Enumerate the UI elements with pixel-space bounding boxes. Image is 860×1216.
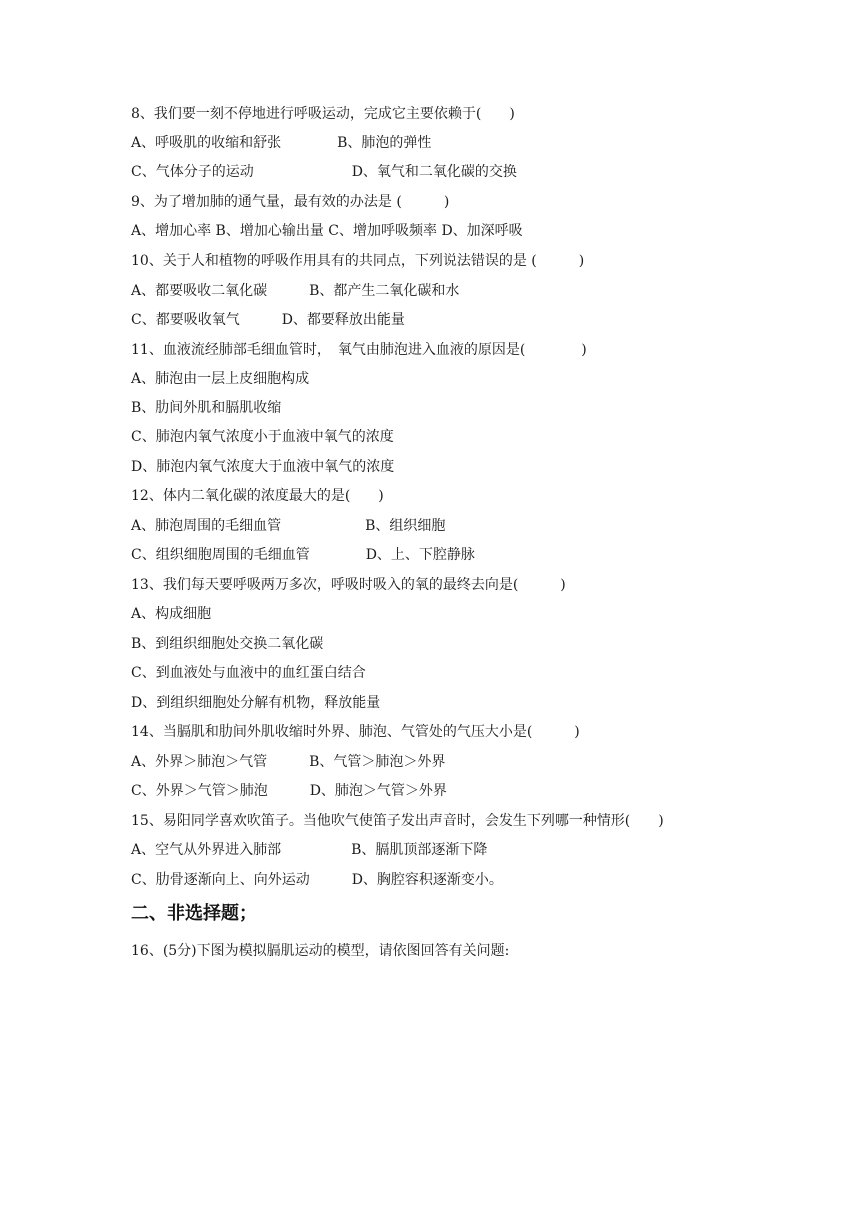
question-12: 12、体内二氧化碳的浓度最大的是( )	[131, 488, 384, 504]
question-8-options-cd: C、气体分子的运动 D、氧气和二氧化碳的交换	[131, 164, 517, 180]
question-15: 15、易阳同学喜欢吹笛子。当他吹气使笛子发出声音时，会发生下列哪一种情形( )	[131, 813, 664, 829]
question-10: 10、关于人和植物的呼吸作用具有的共同点，下列说法错误的是 ( )	[131, 253, 585, 269]
question-14-options-cd: C、外界＞气管＞肺泡 D、肺泡＞气管＞外界	[131, 783, 447, 799]
question-14-options-ab: A、外界＞肺泡＞气管 B、气管＞肺泡＞外界	[131, 754, 446, 770]
question-8-options-ab: A、呼吸肌的收缩和舒张 B、肺泡的弹性	[131, 135, 432, 151]
question-11: 11、血液流经肺部毛细血管时， 氧气由肺泡进入血液的原因是( )	[131, 342, 587, 358]
question-15-options-cd: C、肋骨逐渐向上、向外运动 D、胸腔容积逐渐变小。	[131, 872, 503, 888]
question-10-options-ab: A、都要吸收二氧化碳 B、都产生二氧化碳和水	[131, 283, 460, 299]
question-12-options-cd: C、组织细胞周围的毛细血管 D、上、下腔静脉	[131, 547, 475, 563]
question-15-options-ab: A、空气从外界进入肺部 B、膈肌顶部逐渐下降	[131, 842, 488, 858]
question-13-option-a: A、构成细胞	[131, 606, 212, 622]
question-11-option-d: D、肺泡内氧气浓度大于血液中氧气的浓度	[131, 459, 395, 475]
question-13-option-d: D、到组织细胞处分解有机物，释放能量	[131, 695, 381, 711]
question-10-options-cd: C、都要吸收氧气 D、都要释放出能量	[131, 312, 405, 328]
question-16: 16、(5分)下图为模拟膈肌运动的模型，请依图回答有关问题:	[131, 943, 510, 959]
section-heading: 二、非选择题；	[131, 903, 257, 924]
question-13: 13、我们每天要呼吸两万多次，呼吸时吸入的氧的最终去向是( )	[131, 577, 566, 593]
question-9: 9、为了增加肺的通气量，最有效的办法是 ( )	[131, 194, 450, 210]
question-11-option-b: B、肋间外肌和膈肌收缩	[131, 400, 282, 416]
question-9-options: A、增加心率 B、增加心输出量 C、增加呼吸频率 D、加深呼吸	[131, 223, 523, 239]
question-13-option-c: C、到血液处与血液中的血红蛋白结合	[131, 665, 366, 681]
question-13-option-b: B、到组织细胞处交换二氧化碳	[131, 636, 324, 652]
question-11-option-a: A、肺泡由一层上皮细胞构成	[131, 371, 310, 387]
question-11-option-c: C、肺泡内氧气浓度小于血液中氧气的浓度	[131, 429, 394, 445]
question-12-options-ab: A、肺泡周围的毛细血管 B、组织细胞	[131, 518, 446, 534]
question-14: 14、当膈肌和肋间外肌收缩时外界、肺泡、气管处的气压大小是( )	[131, 724, 580, 740]
question-8: 8、我们要一刻不停地进行呼吸运动，完成它主要依赖于( )	[131, 106, 515, 122]
